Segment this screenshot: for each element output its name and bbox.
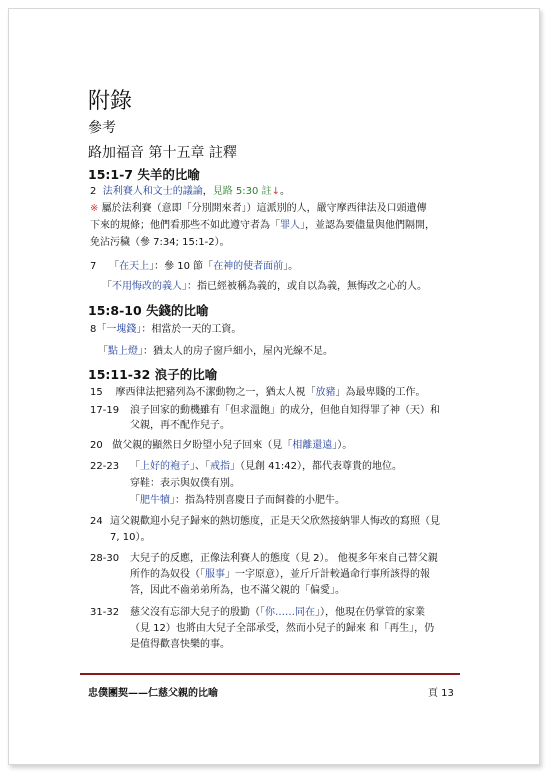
note-verse-28-line2: 所作的為奴役（「服事」一字原意），並斤斤計較過命行事所該得的報 bbox=[130, 569, 430, 580]
note-verse-8-coin: 8「一塊錢」：相當於一天的工資。 bbox=[90, 324, 242, 335]
note-verse-22-line3: 「肥牛犢」：指為特別喜慶日子而飼養的小肥牛。 bbox=[130, 495, 345, 506]
note-verse-2-body-line2: 下來的規條；他們看那些不如此遵守者為「罪人」，並認為要儘量與他們隔開， bbox=[90, 220, 435, 231]
note-verse-2-body-line3: 免沾污穢（參 7:34; 15:1-2）。 bbox=[90, 237, 230, 248]
note-verse-22-line2: 穿鞋：表示與奴僕有別。 bbox=[130, 478, 240, 489]
note-verse-7: 7 「在天上」：參 10 節「在神的使者面前」。 bbox=[90, 261, 299, 272]
note-verse-31-line2: （見 12）也將由大兒子全部承受，然而小兒子的歸來 和「再生」，仍 bbox=[130, 623, 435, 634]
verse-quote: 法利賽人和文士的議論 bbox=[102, 186, 203, 197]
note-verse-8-lamp: 「點上燈」：猶太人的房子窗戶細小，屋內光線不足。 bbox=[98, 346, 333, 357]
verse-number: 2 bbox=[90, 186, 97, 197]
note-verse-28-line3: 答，因此不齒弟弟所為，也不滿父親的「偏愛」。 bbox=[130, 585, 345, 596]
section-heading-prodigal-son: 15:11-32 浪子的比喻 bbox=[88, 367, 218, 382]
note-verse-24-line2: 7, 10）。 bbox=[110, 532, 151, 543]
note-verse-20: 20 做父親的顯然日夕盼望小兒子回來（見「相離還遠」）。 bbox=[90, 440, 353, 451]
note-verse-22-line1: 「上好的袍子」、「戒指」（見創 41:42），都代表尊貴的地位。 bbox=[130, 461, 402, 472]
page-title: 附錄 bbox=[88, 89, 133, 114]
footer-title: 忠僕團契——仁慈父親的比喻 bbox=[88, 688, 218, 699]
note-verse-2: 2 法利賽人和文士的議論，見路 5:30 註↓。 bbox=[90, 186, 290, 197]
reference-mark-icon: ※ bbox=[90, 203, 99, 214]
page-number: 頁 13 bbox=[428, 688, 454, 699]
note-verse-17-line2: 父親，再不配作兒子。 bbox=[130, 420, 230, 431]
note-verse-15: 15 摩西律法把豬列為不潔動物之一，猶太人視「放豬」為最卑賤的工作。 bbox=[90, 387, 426, 398]
note-verse-17-line1: 浪子回家的動機雖有「但求溫飽」的成分，但他自知得罪了神（天）和 bbox=[130, 405, 440, 416]
note-verse-31-line1: 慈父沒有忘卻大兒子的殷勤（「你……同在」），他現在仍掌管的家業 bbox=[130, 607, 425, 618]
section-subtitle: 參考 bbox=[88, 120, 116, 136]
note-verse-17-label: 17-19 bbox=[90, 405, 120, 416]
note-verse-28-line1: 大兒子的反應，正像法利賽人的態度（見 2）。 他視多年來自己替父親 bbox=[130, 553, 438, 564]
arrow-down-icon: ↓ bbox=[271, 186, 280, 197]
note-verse-31-line3: 是值得歡喜快樂的事。 bbox=[130, 639, 230, 650]
note-verse-22-label: 22-23 bbox=[90, 461, 120, 472]
section-heading-lost-sheep: 15:1-7 失羊的比喻 bbox=[88, 167, 200, 182]
footer-rule bbox=[80, 673, 460, 675]
chapter-heading: 路加福音 第十五章 註釋 bbox=[88, 145, 237, 161]
cross-reference-link[interactable]: 見路 5:30 註 bbox=[212, 186, 272, 197]
note-verse-2-body-line1: ※ 屬於法利賽（意即「分別開來者」）這派別的人，嚴守摩西律法及口頭遺傳 bbox=[90, 203, 427, 214]
note-verse-7-righteous: 「不用悔改的義人」：指已經被稱為義的，或自以為義，無悔改之心的人。 bbox=[102, 281, 427, 292]
note-verse-31-label: 31-32 bbox=[90, 607, 120, 618]
note-verse-28-label: 28-30 bbox=[90, 553, 120, 564]
note-verse-24-label: 24 bbox=[90, 516, 103, 527]
note-verse-24-line1: 這父親歡迎小兒子歸來的熱切態度，正是天父欣然接納罪人悔改的寫照（見 bbox=[110, 516, 440, 527]
section-heading-lost-coin: 15:8-10 失錢的比喻 bbox=[88, 303, 209, 318]
